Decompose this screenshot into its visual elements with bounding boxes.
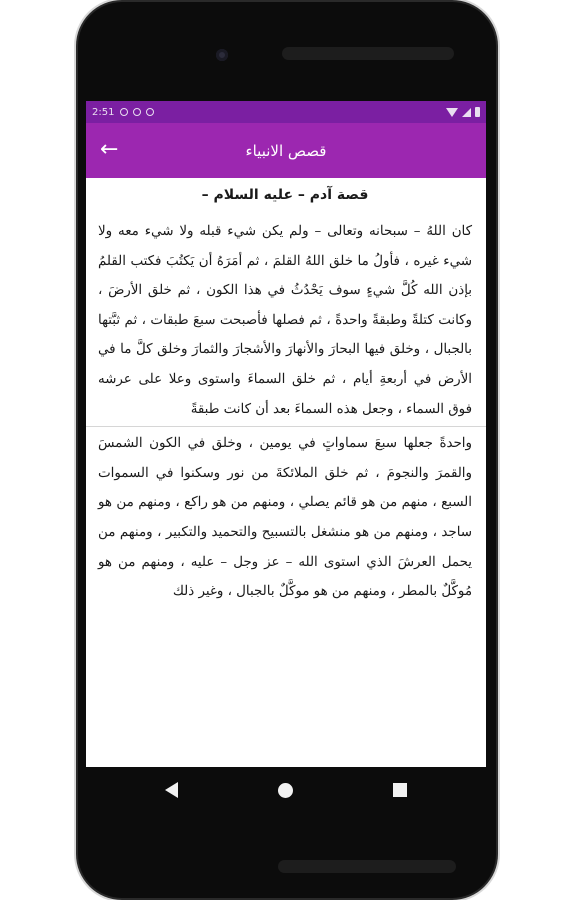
app-bar	[86, 123, 486, 178]
shield-icon	[133, 108, 141, 116]
page-divider	[86, 426, 486, 427]
app-screen	[86, 101, 486, 767]
status-right-icons	[446, 107, 480, 117]
nav-back-icon[interactable]	[165, 782, 178, 798]
sync-icon	[146, 108, 154, 116]
system-nav-bar	[86, 767, 486, 813]
status-bar	[86, 101, 486, 123]
signal-icon	[462, 108, 471, 117]
story-content[interactable]	[86, 187, 486, 607]
earpiece-speaker	[282, 47, 454, 60]
story-page-2: واحدةً جعلها سبعَ سماواتٍ في يومين ، وخلق في الكون الشمسَ والقمرَ والنجومَ ، ثم خلق الملائكةَ من نور وسكنوا في السموات السبع ، منهم من هو قائم يصلي ، ومنهم من هو راكع ، ومنهم من هو ساجد ، ومنهم من هو منشغل بالتسبيح والتحميد والتكبير ، ومنهم من يحمل العرشَ الذي استوى الله – عز وجل – عليه ، ومنهم من هو مُوكَّلٌ بالمطر ، ومنهم من هو موكَّلٌ بالجبال ، وغير ذلك	[98, 436, 472, 600]
bottom-speaker	[278, 860, 456, 873]
page-title: قصص الانبياء	[245, 141, 327, 160]
story-page-1: كان اللهُ – سبحانه وتعالى – ولم يكن شيء قبله ولا شيء معه ولا شيء غيره ، فأولُ ما خلق اللهُ القلمَ ، ثم أمَرَهُ أن يَكتُبَ فكتب القلمُ بإذن الله كُلَّ شيءٍ سوف يَحْدُثُ في هذا الكون ، ثم خلق الأرضَ ، وكانت كتلةً وطبقةً واحدةً ، ثم فصلها فأصبحت سبعَ طبقات ، ثم ثبَّتها بالجبال ، وخلق فيها البحارَ والأنهارَ والأشجارَ والثمارَ وخلق كلَّ ما في الأرض في أربعةِ أيام ، ثم خلق السماءَ واستوى وعلا على عرشه فوق السماء ، وجعل هذه السماءَ بعد أن كانت طبقةً	[98, 224, 472, 417]
story-title: قصة آدم – عليه السلام –	[201, 187, 369, 203]
wifi-icon	[446, 108, 458, 117]
battery-icon	[475, 107, 480, 117]
nav-home-icon[interactable]	[278, 783, 293, 798]
status-time: 2:51	[92, 106, 115, 118]
arrow-back-icon[interactable]: ←	[100, 137, 119, 162]
front-camera	[216, 49, 228, 61]
nav-recent-icon[interactable]	[393, 783, 407, 797]
settings-icon	[120, 108, 128, 116]
